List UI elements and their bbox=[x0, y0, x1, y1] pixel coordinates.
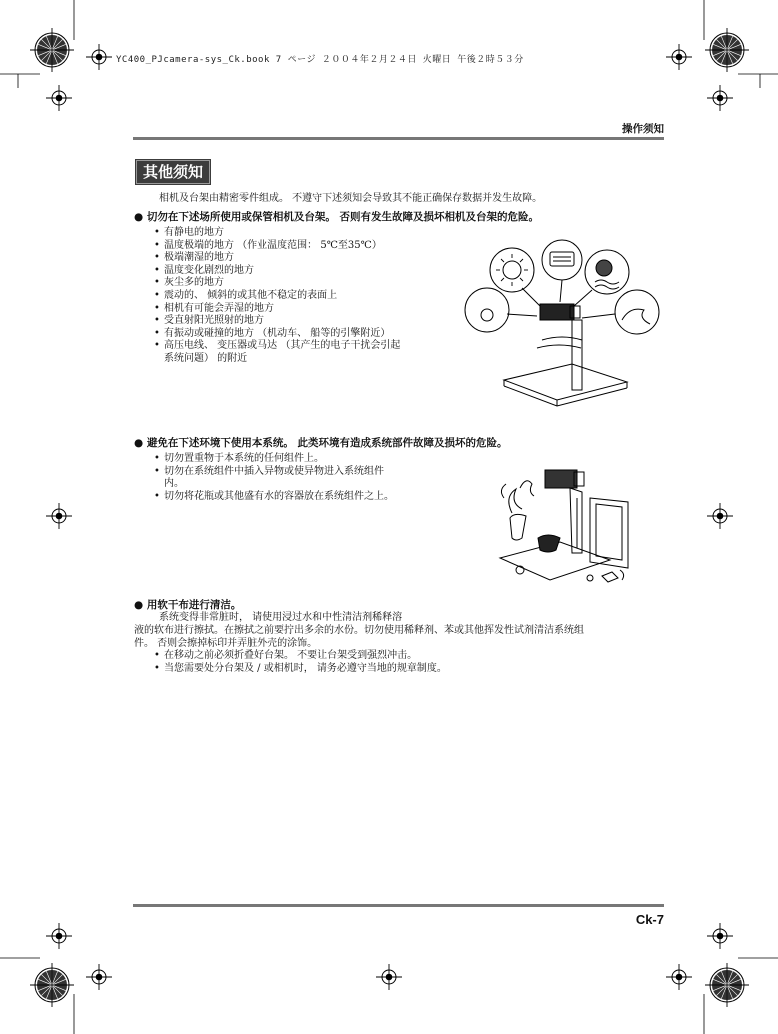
bottom-divider bbox=[133, 904, 664, 907]
list-item: • 高压电线、 变压器或马达 （其产生的电子干扰会引起 bbox=[154, 340, 400, 353]
list-item: • 在移动之前必须折叠好台架。 不要让台架受到强烈冲击。 bbox=[154, 650, 447, 663]
list-item-continuation: 系统问题） 的附近 bbox=[164, 352, 248, 364]
list-item: • 灰尘多的地方 bbox=[154, 277, 400, 290]
cleaning-heading: ● 用软干布进行清洁。 bbox=[134, 599, 242, 611]
list-item: • 温度变化剧烈的地方 bbox=[154, 265, 400, 278]
section-label: 操作须知 bbox=[622, 123, 664, 135]
list-item: • 温度极端的地方 （作业温度范围： 5℃至35℃） bbox=[154, 240, 400, 253]
list-item: • 有静电的地方 bbox=[154, 227, 400, 240]
object-hazard-illustration bbox=[490, 458, 640, 593]
page-title: 其他须知 bbox=[135, 159, 211, 185]
cleaning-text-line-1: 系统变得非常脏时， 请使用浸过水和中性清洁剂稀释溶 bbox=[159, 612, 403, 623]
page-number: Ck-7 bbox=[635, 912, 664, 927]
list-item: • 当您需要处分台架及 / 或相机时， 请务必遵守当地的规章制度。 bbox=[154, 663, 447, 676]
hazard-places-illustration bbox=[462, 240, 662, 420]
environment-list bbox=[154, 453, 394, 503]
list-item: • 受直射阳光照射的地方 bbox=[154, 315, 400, 328]
list-item: • 切勿在系统组件中插入异物或使异物进入系统组件 bbox=[154, 466, 394, 479]
list-item: • 有振动或碰撞的地方 （机动车、 船等的引擎附近） bbox=[154, 328, 400, 341]
list-item-continuation: 内。 bbox=[164, 478, 184, 490]
cleaning-list bbox=[154, 650, 447, 675]
list-item: • 震动的、 倾斜的或其他不稳定的表面上 bbox=[154, 290, 400, 303]
list-item: • 极端潮湿的地方 bbox=[154, 252, 400, 265]
intro-text: 相机及台架由精密零件组成。 不遵守下述须知会导致其不能正确保存数据并发生故障。 bbox=[159, 193, 543, 204]
cleaning-text-line-3: 件。 否则会擦掉标印并弄脏外壳的涂饰。 bbox=[134, 638, 318, 649]
list-item: • 相机有可能会弄湿的地方 bbox=[154, 303, 400, 316]
places-list bbox=[154, 227, 400, 366]
environment-heading: ● 避免在下述环境下使用本系统。 此类环境有造成系统部件故障及损坏的危险。 bbox=[134, 437, 508, 449]
places-heading: ● 切勿在下述场所使用或保管相机及台架。 否则有发生故障及损坏相机及台架的危险。 bbox=[134, 211, 539, 223]
file-info-line: YC400_PJcamera-sys_Ck.book 7 ページ ２００４年２月２４日 火曜日 午後２時５３分 bbox=[116, 55, 524, 65]
cleaning-text-line-2: 液的软布进行擦拭。在擦拭之前要拧出多余的水份。切勿使用稀释剂、苯或其他挥发性试剂清洁系统组 bbox=[134, 625, 584, 636]
top-divider bbox=[133, 137, 664, 140]
list-item: • 切勿置重物于本系统的任何组件上。 bbox=[154, 453, 394, 466]
list-item: • 切勿将花瓶或其他盛有水的容器放在系统组件之上。 bbox=[154, 491, 394, 504]
